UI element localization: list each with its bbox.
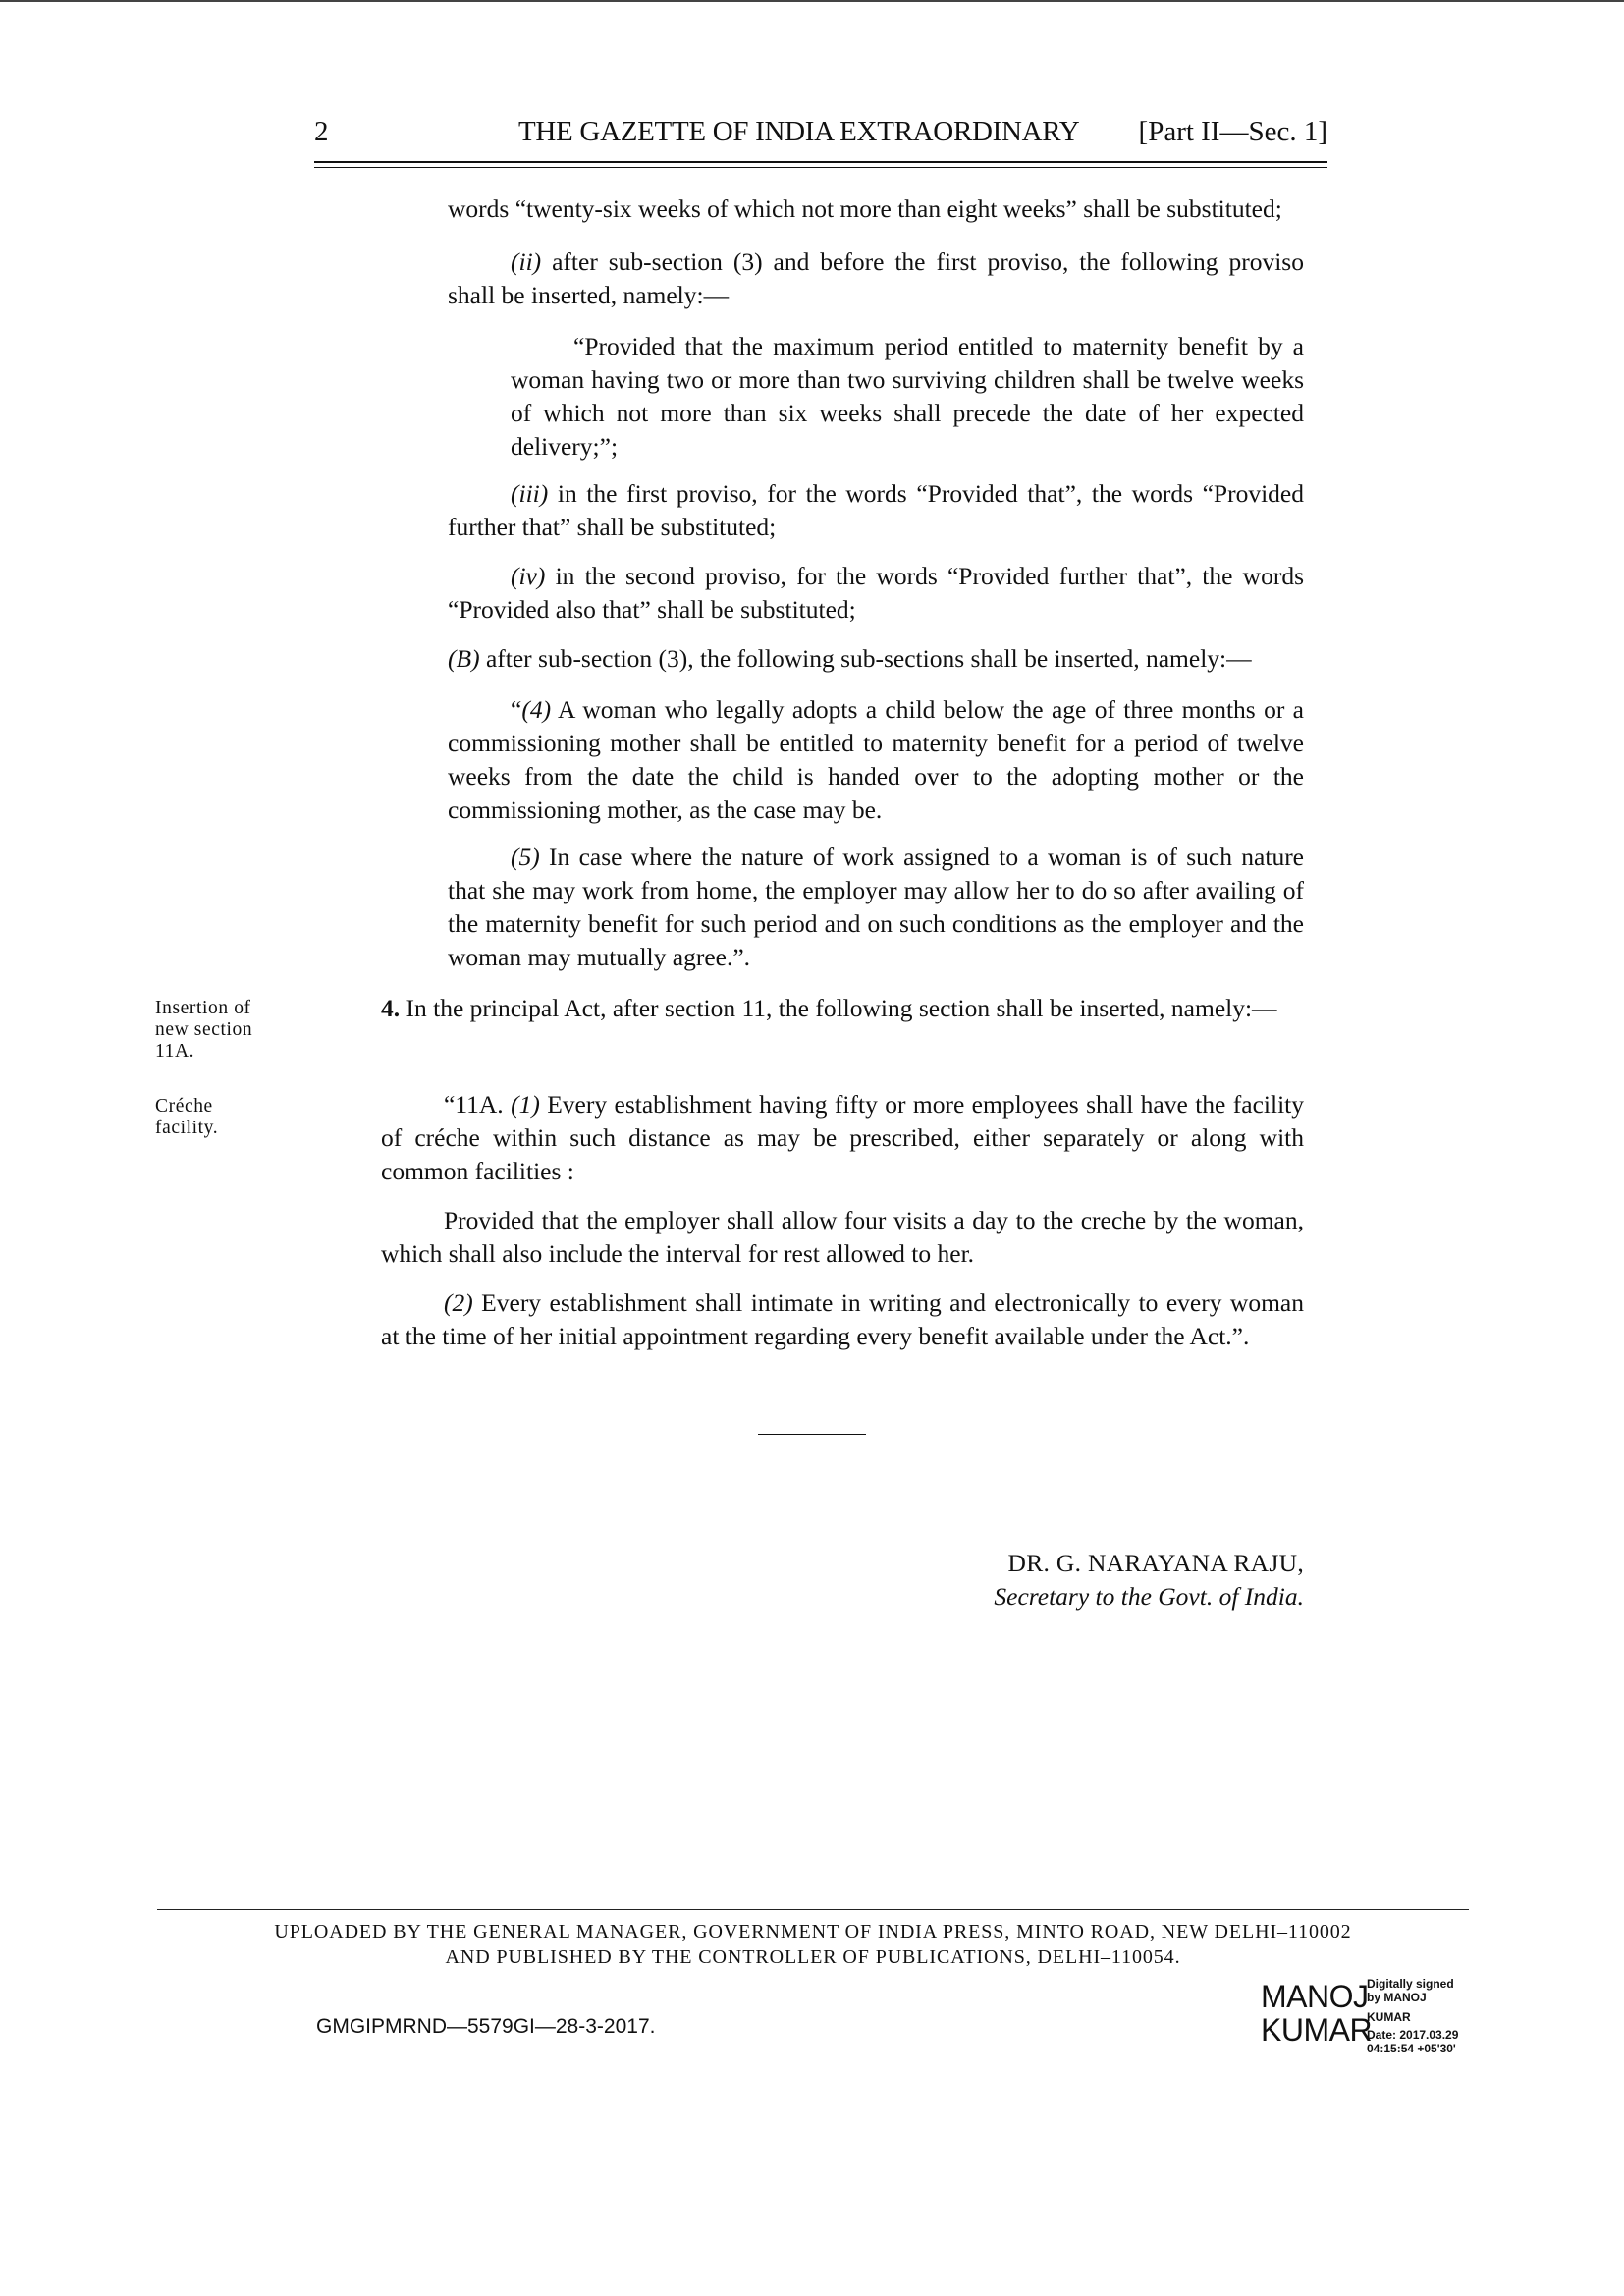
footer-publisher-line-2: AND PUBLISHED BY THE CONTROLLER OF PUBLICATIONS, DELHI–110054. bbox=[445, 1946, 1181, 1968]
print-code: GMGIPMRND—5579GI—28-3-2017. bbox=[316, 2015, 656, 2038]
gazette-title: THE GAZETTE OF INDIA EXTRAORDINARY bbox=[518, 116, 1080, 147]
section-11a bbox=[381, 1088, 1304, 1188]
page-number: 2 bbox=[314, 116, 329, 147]
page-top-edge bbox=[0, 0, 1624, 2]
clause-number: (ii) bbox=[511, 247, 542, 276]
quote-mark: “ bbox=[511, 695, 522, 724]
signatory-name: DR. G. NARAYANA RAJU, bbox=[1007, 1549, 1304, 1577]
header-rule-top bbox=[314, 161, 1327, 163]
part-label: [Part II—Sec. 1] bbox=[1138, 116, 1327, 147]
paragraph-text: in the second proviso, for the words “Provided further that”, the words “Provided also that” shall be substituted; bbox=[448, 562, 1304, 624]
section-heading: “11A. bbox=[444, 1090, 512, 1119]
footer-rule bbox=[157, 1909, 1469, 1910]
signer-first-name: MANOJ bbox=[1261, 1979, 1369, 2014]
clause-number: (2) bbox=[444, 1288, 473, 1317]
paragraph-text: words “twenty-six weeks of which not more than eight weeks” shall be substituted; bbox=[448, 194, 1282, 223]
margin-note-creche: Créche facility. bbox=[155, 1096, 219, 1138]
signature-line-5: 04:15:54 +05'30' bbox=[1367, 2042, 1456, 2055]
paragraph-text: in the first proviso, for the words “Provided that”, the words “Provided further that” shall be substituted; bbox=[448, 479, 1304, 541]
signature-line-4: Date: 2017.03.29 bbox=[1367, 2028, 1459, 2042]
paragraph-clause-b bbox=[448, 642, 1304, 676]
signatory-title: Secretary to the Govt. of India. bbox=[994, 1582, 1304, 1611]
clause-number: (1) bbox=[511, 1090, 540, 1119]
section-11a-proviso bbox=[381, 1204, 1304, 1271]
section-divider bbox=[758, 1434, 866, 1435]
signer-last-name: KUMAR bbox=[1261, 2012, 1373, 2048]
paragraph-text: In case where the nature of work assigned to a woman is of such nature that she may work from home, the employer may allow her to do so after availing of the maternity benefit for such period and on such conditions as the employer and the woman may mutually agree.”. bbox=[448, 843, 1304, 971]
quoted-proviso bbox=[511, 330, 1304, 464]
paragraph-text: “Provided that the maximum period entitled to maternity benefit by a woman having two or more than two surviving children shall be twelve weeks of which not more than six weeks shall precede the date of her expected delivery;”; bbox=[511, 332, 1304, 461]
section-number: 4. bbox=[381, 994, 401, 1022]
paragraph-text: after sub-section (3) and before the first proviso, the following proviso shall be inserted, namely:— bbox=[448, 247, 1304, 309]
clause-number: (iii) bbox=[511, 479, 549, 508]
sub-section-4 bbox=[448, 693, 1304, 827]
signature-line-1: Digitally signed bbox=[1367, 1977, 1454, 1991]
header-rule-bottom bbox=[314, 167, 1327, 168]
clause-number: (5) bbox=[511, 843, 540, 871]
paragraph-text: A woman who legally adopts a child below the age of three months or a commissioning mother shall be entitled to maternity benefit for a period of twelve weeks from the date the child is handed over to the adopting mother or the commissioning mother, as the case may be. bbox=[448, 695, 1304, 824]
paragraph-text: after sub-section (3), the following sub-sections shall be inserted, namely:— bbox=[479, 644, 1252, 673]
paragraph-text: Every establishment shall intimate in writing and electronically to every woman at the time of her initial appointment regarding every benefit available under the Act.”. bbox=[381, 1288, 1304, 1350]
clause-number: (4) bbox=[521, 695, 552, 724]
paragraph-text: In the principal Act, after section 11, the following section shall be inserted, namely:— bbox=[400, 994, 1277, 1022]
section-11a-sub-2 bbox=[381, 1286, 1304, 1353]
section-4 bbox=[381, 992, 1304, 1025]
digital-signature bbox=[1261, 1972, 1496, 2054]
signature-line-3: KUMAR bbox=[1367, 2010, 1411, 2024]
margin-note-insertion: Insertion of new section 11A. bbox=[155, 998, 253, 1062]
sub-section-5 bbox=[448, 841, 1304, 974]
paragraph-text: Provided that the employer shall allow four visits a day to the creche by the woman, which shall also include the interval for rest allowed to her. bbox=[381, 1206, 1304, 1268]
clause-number: (iv) bbox=[511, 562, 546, 590]
paragraph-continuation bbox=[448, 192, 1304, 226]
paragraph-clause-iii bbox=[448, 477, 1304, 544]
footer-publisher-line-1: UPLOADED BY THE GENERAL MANAGER, GOVERNMENT OF INDIA PRESS, MINTO ROAD, NEW DELHI–110002 bbox=[274, 1921, 1352, 1942]
signature-line-2: by MANOJ bbox=[1367, 1991, 1427, 2004]
paragraph-clause-iv bbox=[448, 560, 1304, 627]
clause-number: (B) bbox=[448, 644, 480, 673]
paragraph-text: Every establishment having fifty or more employees shall have the facility of créche within such distance as may be prescribed, either separately or along with common facilities : bbox=[381, 1090, 1304, 1185]
paragraph-clause-ii bbox=[448, 246, 1304, 312]
page-header bbox=[314, 116, 1327, 149]
